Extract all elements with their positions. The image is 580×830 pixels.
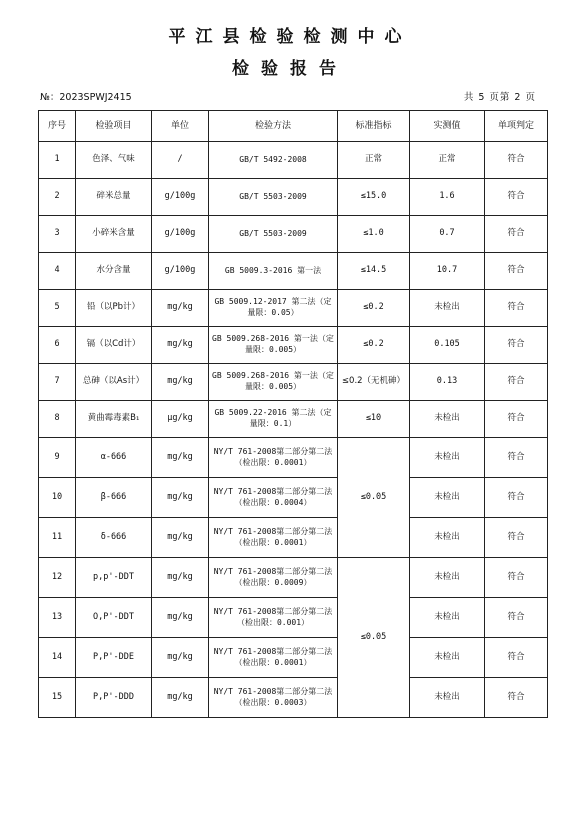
row-number: 5 (39, 290, 76, 327)
test-item: δ-666 (76, 518, 152, 558)
standard-limit: ≤14.5 (338, 253, 410, 290)
standard-limit: ≤10 (338, 401, 410, 438)
judgment: 符合 (485, 438, 548, 478)
table-row (39, 142, 548, 179)
judgment: 符合 (485, 327, 548, 364)
test-method: GB/T 5492-2008 (209, 142, 338, 179)
table-row (39, 290, 548, 327)
unit: g/100g (152, 253, 209, 290)
unit: mg/kg (152, 478, 209, 518)
unit: mg/kg (152, 518, 209, 558)
test-item: 镉（以Cd计） (76, 327, 152, 364)
measured-value: 0.13 (410, 364, 485, 401)
measured-value: 正常 (410, 142, 485, 179)
test-method: NY/T 761-2008第二部分第二法（检出限：0.0004） (209, 478, 338, 518)
test-item: 色泽、气味 (76, 142, 152, 179)
test-method: GB 5009.268-2016 第一法（定量限：0.005） (209, 327, 338, 364)
test-method: NY/T 761-2008第二部分第二法（检出限：0.0001） (209, 638, 338, 678)
test-item: p,p'-DDT (76, 558, 152, 598)
measured-value: 0.105 (410, 327, 485, 364)
table-row (39, 401, 548, 438)
test-method: NY/T 761-2008第二部分第二法（检出限：0.0003） (209, 678, 338, 718)
test-method: NY/T 761-2008第二部分第二法（检出限：0.001） (209, 598, 338, 638)
test-item: α-666 (76, 438, 152, 478)
table-row (39, 678, 548, 718)
judgment: 符合 (485, 638, 548, 678)
table-row (39, 364, 548, 401)
judgment: 符合 (485, 290, 548, 327)
test-item: β-666 (76, 478, 152, 518)
test-method: NY/T 761-2008第二部分第二法（检出限：0.0009） (209, 558, 338, 598)
standard-limit: ≤0.2 (338, 327, 410, 364)
standard-limit: ≤1.0 (338, 216, 410, 253)
standard-limit: ≤0.2（无机砷） (338, 364, 410, 401)
test-item: P,P'-DDE (76, 638, 152, 678)
row-number: 9 (39, 438, 76, 478)
inspection-table (38, 110, 548, 718)
test-method: GB/T 5503-2009 (209, 216, 338, 253)
test-method: GB 5009.12-2017 第二法（定量限：0.05） (209, 290, 338, 327)
measured-value: 未检出 (410, 598, 485, 638)
test-item: 小碎米含量 (76, 216, 152, 253)
test-method: NY/T 761-2008第二部分第二法（检出限：0.0001） (209, 438, 338, 478)
test-item: P,P'-DDD (76, 678, 152, 718)
row-number: 2 (39, 179, 76, 216)
unit: mg/kg (152, 364, 209, 401)
page-info: 共 5 页第 2 页 (463, 92, 536, 103)
unit: g/100g (152, 179, 209, 216)
column-header: 单项判定 (485, 111, 548, 142)
row-number: 6 (39, 327, 76, 364)
table-row (39, 216, 548, 253)
measured-value: 未检出 (410, 478, 485, 518)
organization-name: 平江县检验检测中心 (168, 27, 412, 47)
judgment: 符合 (485, 598, 548, 638)
row-number: 15 (39, 678, 76, 718)
row-number: 3 (39, 216, 76, 253)
standard-limit: ≤15.0 (338, 179, 410, 216)
unit: mg/kg (152, 438, 209, 478)
test-item: 铅（以Pb计） (76, 290, 152, 327)
measured-value: 未检出 (410, 401, 485, 438)
measured-value: 10.7 (410, 253, 485, 290)
column-header: 标准指标 (338, 111, 410, 142)
report-number: №：2023SPWJ2415 (40, 92, 132, 103)
row-number: 8 (39, 401, 76, 438)
table-row (39, 253, 548, 290)
judgment: 符合 (485, 558, 548, 598)
test-item: 水分含量 (76, 253, 152, 290)
test-item: 总砷（以As计） (76, 364, 152, 401)
measured-value: 未检出 (410, 678, 485, 718)
test-method: GB/T 5503-2009 (209, 179, 338, 216)
table-row (39, 558, 548, 598)
standard-limit: 正常 (338, 142, 410, 179)
unit: mg/kg (152, 558, 209, 598)
table-row (39, 518, 548, 558)
test-item: 黄曲霉毒素B₁ (76, 401, 152, 438)
measured-value: 未检出 (410, 290, 485, 327)
unit: mg/kg (152, 638, 209, 678)
judgment: 符合 (485, 179, 548, 216)
row-number: 14 (39, 638, 76, 678)
row-number: 1 (39, 142, 76, 179)
judgment: 符合 (485, 216, 548, 253)
table-row (39, 478, 548, 518)
column-header: 检验方法 (209, 111, 338, 142)
report-title: 检验报告 (232, 59, 348, 79)
table-row (39, 638, 548, 678)
table-row (39, 438, 548, 478)
unit: / (152, 142, 209, 179)
unit: μg/kg (152, 401, 209, 438)
judgment: 符合 (485, 478, 548, 518)
test-method: GB 5009.22-2016 第二法（定量限：0.1） (209, 401, 338, 438)
measured-value: 1.6 (410, 179, 485, 216)
test-item: O,P'-DDT (76, 598, 152, 638)
judgment: 符合 (485, 253, 548, 290)
table-header-row (39, 111, 548, 142)
test-item: 碎米总量 (76, 179, 152, 216)
column-header: 序号 (39, 111, 76, 142)
measured-value: 未检出 (410, 558, 485, 598)
measured-value: 未检出 (410, 638, 485, 678)
row-number: 12 (39, 558, 76, 598)
row-number: 13 (39, 598, 76, 638)
judgment: 符合 (485, 401, 548, 438)
unit: mg/kg (152, 290, 209, 327)
measured-value: 未检出 (410, 518, 485, 558)
judgment: 符合 (485, 678, 548, 718)
column-header: 检验项目 (76, 111, 152, 142)
column-header: 单位 (152, 111, 209, 142)
standard-limit: ≤0.05 (338, 438, 410, 558)
test-method: GB 5009.268-2016 第一法（定量限：0.005） (209, 364, 338, 401)
unit: mg/kg (152, 678, 209, 718)
measured-value: 0.7 (410, 216, 485, 253)
row-number: 4 (39, 253, 76, 290)
table-row (39, 327, 548, 364)
standard-limit: ≤0.05 (338, 558, 410, 718)
unit: g/100g (152, 216, 209, 253)
row-number: 10 (39, 478, 76, 518)
table-row (39, 179, 548, 216)
standard-limit: ≤0.2 (338, 290, 410, 327)
judgment: 符合 (485, 142, 548, 179)
unit: mg/kg (152, 327, 209, 364)
row-number: 11 (39, 518, 76, 558)
judgment: 符合 (485, 364, 548, 401)
row-number: 7 (39, 364, 76, 401)
table-row (39, 598, 548, 638)
judgment: 符合 (485, 518, 548, 558)
test-method: NY/T 761-2008第二部分第二法（检出限：0.0001） (209, 518, 338, 558)
test-method: GB 5009.3-2016 第一法 (209, 253, 338, 290)
unit: mg/kg (152, 598, 209, 638)
measured-value: 未检出 (410, 438, 485, 478)
column-header: 实测值 (410, 111, 485, 142)
